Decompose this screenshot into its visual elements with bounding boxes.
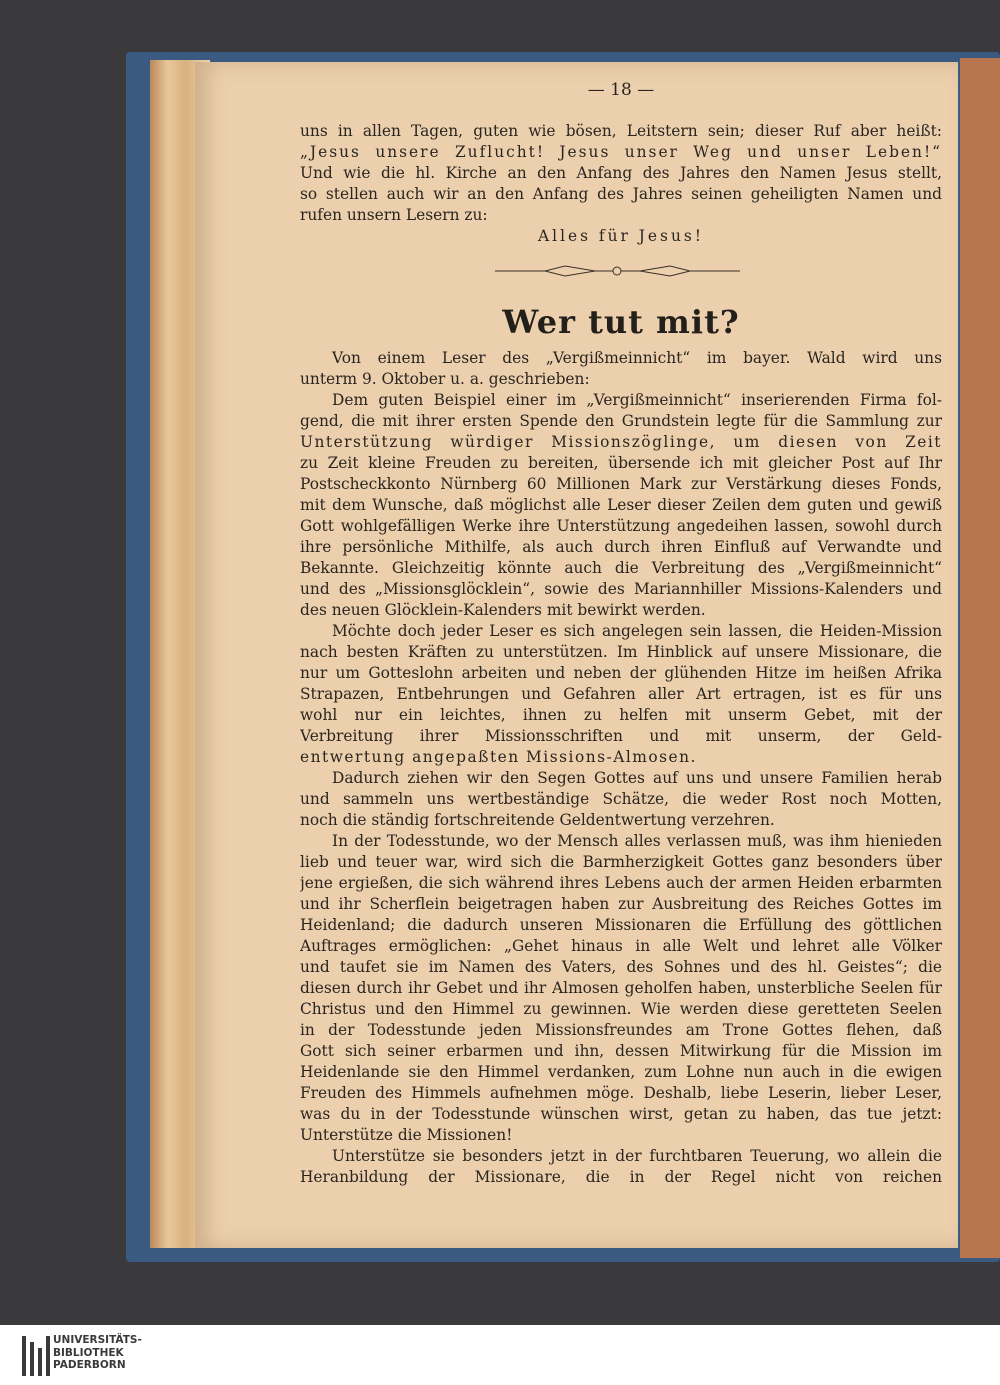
text-line: nur um Gotteslohn arbeiten und neben der glühenden Hitze im heißen Afrika [300,664,942,682]
text-line: Christus und den Himmel zu gewinnen. Wie werden diese geretteten Seelen [300,1000,942,1018]
text-line: rufen unsern Lesern zu: [300,206,488,224]
text-line: in der Todesstunde jeden Missionsfreundes am Trone Gottes flehen, daß [300,1021,942,1039]
text-line: jene ergießen, die sich während ihres Lebens auch der armen Heiden erbarmten [300,874,942,892]
text-line: Auftrages ermöglichen: „Gehet hinaus in alle Welt und lehret alle Völker [300,937,942,955]
text-line: was du in der Todesstunde wünschen wirst, getan zu haben, das tue jetzt: [300,1105,942,1123]
text-line: Verbreitung ihrer Missionsschriften und mit unserm, der Geld- [300,727,942,745]
text-line: Heranbildung der Missionare, die in der Regel nicht von reichen [300,1168,942,1186]
text-line: uns in allen Tagen, guten wie bösen, Leitstern sein; dieser Ruf aber heißt: [300,122,942,140]
text-line: Heidenland; die dadurch unseren Missionaren die Erfüllung des göttlichen [300,916,942,934]
text-line: Strapazen, Entbehrungen und Gefahren aller Art ertragen, ist es für uns [300,685,942,703]
text-line: gend, die mit ihrer ersten Spende den Grundstein legte für die Sammlung zur [300,412,942,430]
book-edge [960,58,1000,1258]
text-line: zu Zeit kleine Freuden zu bereiten, übersende ich mit gleicher Post auf Ihr [300,454,942,472]
text-line: und des „Missionsglöcklein“, sowie des Mariannhiller Missions-Kalenders und [300,580,942,598]
text-line: Bekannte. Gleichzeitig könnte auch die Verbreitung des „Vergißmeinnicht“ [300,559,942,577]
logo-line: BIBLIOTHEK [53,1346,124,1359]
text-line: Gott sich seiner erbarmen und ihn, dessen Mitwirkung für die Mission im [300,1042,942,1060]
text-line: Gott wohlgefälligen Werke ihre Unterstützung angedeihen lassen, sowohl durch [300,517,942,535]
article-body [300,348,942,1188]
text-line: Unterstützung würdiger Missionszöglinge, um diesen von Zeit [300,433,942,451]
text-line: Und wie die hl. Kirche an den Anfang des Jahres den Namen Jesus stellt, [300,164,942,182]
text-line: und ihr Scherflein beigetragen haben zur Ausbreitung des Reiches Gottes im [300,895,942,913]
text-line: und sammeln uns wertbeständige Schätze, die weder Rost noch Motten, [300,790,942,808]
motto: Alles für Jesus! [538,227,704,245]
text-line: entwertung angepaßten Missions-Almosen. [300,748,697,766]
text-line: wohl nur ein leichtes, ihnen zu helfen mit unserm Gebet, mit der [300,706,942,724]
text-line: Unterstütze sie besonders jetzt in der furchtbaren Teuerung, wo allein die [332,1147,942,1165]
text-line: Freuden des Himmels aufnehmen möge. Deshalb, liebe Leserin, lieber Leser, [300,1084,942,1102]
text-line: ihre persönliche Mithilfe, als auch durch ihren Einfluß auf Verwandte und [300,538,942,556]
text-line: lieb und teuer war, wird sich die Barmherzigkeit Gottes ganz besonders über [300,853,942,871]
text-line: Dem guten Beispiel einer im „Vergißmeinnicht“ inserierenden Firma fol- [332,391,942,409]
text-line: diesen durch ihr Gebet und ihr Almosen geholfen haben, unsterbliche Seelen für [300,979,942,997]
text-line: nach besten Kräften zu unterstützen. Im Hinblick auf unsere Missionare, die [300,643,942,661]
text-line: „Jesus unsere Zuflucht! Jesus unser Weg und unser Leben!“ [300,143,942,161]
text-line: In der Todesstunde, wo der Mensch alles verlassen muß, was ihm hienieden [332,832,942,850]
ornament-divider [495,262,740,280]
intro-text [300,121,942,247]
article-heading: Wer tut mit? [502,303,740,341]
text-line: Möchte doch jeder Leser es sich angelegen sein lassen, die Heiden-Mission [332,622,942,640]
text-line: Heidenlande sie den Himmel verdanken, zum Lohne nun auch in die ewigen [300,1063,942,1081]
text-line: des neuen Glöcklein-Kalenders mit bewirkt werden. [300,601,706,619]
logo-line: UNIVERSITÄTS- [53,1334,142,1346]
text-line: noch die ständig fortschreitende Geldentwertung verzehren. [300,811,775,829]
text-line: unterm 9. Oktober u. a. geschrieben: [300,370,590,388]
text-line: Von einem Leser des „Vergißmeinnicht“ im bayer. Wald wird uns [332,349,942,367]
text-line: so stellen auch wir an den Anfang des Jahres seinen geheiligten Namen und [300,185,942,203]
text-line: Postscheckkonto Nürnberg 60 Millionen Mark zur Verstärkung dieses Fonds, [300,475,942,493]
library-logo-text [53,1334,142,1372]
text-line: Unterstütze die Missionen! [300,1126,513,1144]
text-line: und taufet sie im Namen des Vaters, des Sohnes und des hl. Geistes“; die [300,958,942,976]
text-line: mit dem Wunsche, daß möglichst alle Leser dieser Zeilen dem guten und gewiß [300,496,942,514]
text-line: Dadurch ziehen wir den Segen Gottes auf uns und unsere Familien herab [332,769,942,787]
logo-line: PADERBORN [53,1359,126,1371]
page-number: — 18 — [587,80,655,100]
